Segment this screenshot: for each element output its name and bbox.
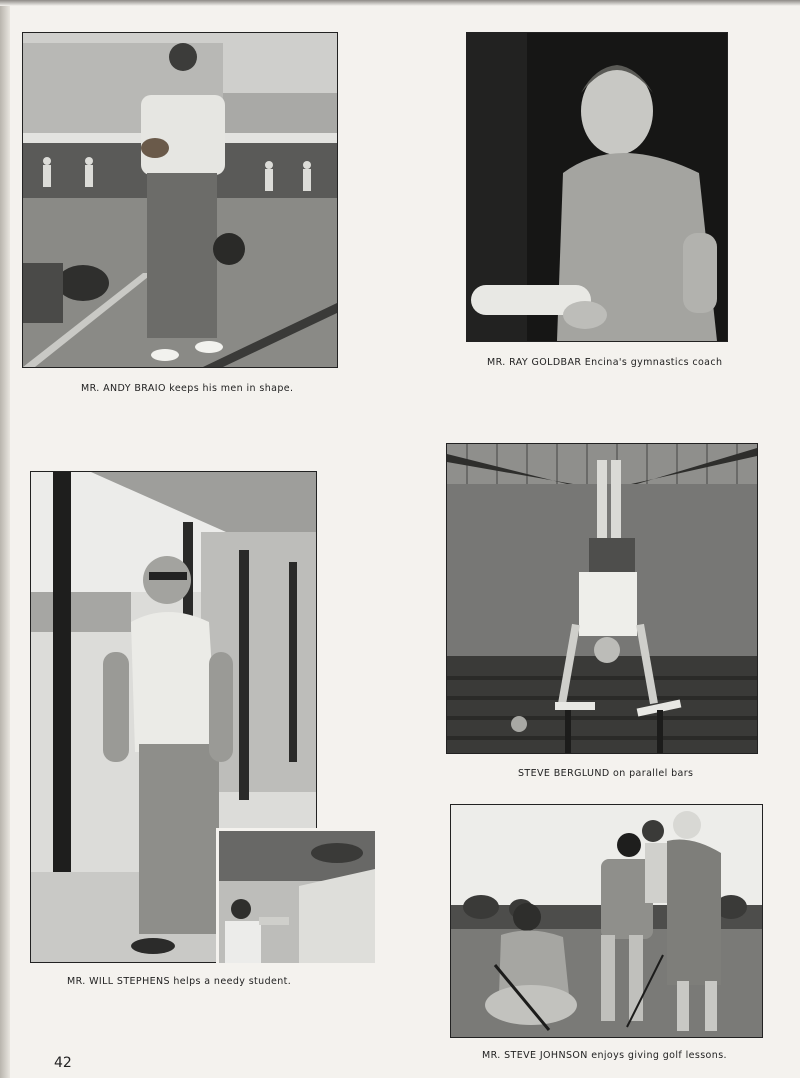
caption-steve-johnson: MR. STEVE JOHNSON enjoys giving golf lessons.	[482, 1050, 727, 1061]
photo-steve-johnson	[450, 804, 763, 1038]
caption-andy-braio: MR. ANDY BRAIO keeps his men in shape.	[81, 383, 294, 394]
page-top-edge	[0, 0, 800, 6]
photo-andy-braio	[22, 32, 338, 368]
caption-will-stephens: MR. WILL STEPHENS helps a needy student.	[67, 976, 292, 987]
photo-ray-goldbar	[466, 32, 728, 342]
photo-will-stephens-inset	[216, 828, 378, 966]
page-binding-edge	[0, 0, 10, 1078]
page-number: 42	[54, 1055, 72, 1071]
caption-ray-goldbar: MR. RAY GOLDBAR Encina's gymnastics coach	[487, 357, 723, 368]
caption-steve-berglund: STEVE BERGLUND on parallel bars	[518, 768, 694, 779]
photo-steve-berglund	[446, 443, 758, 754]
